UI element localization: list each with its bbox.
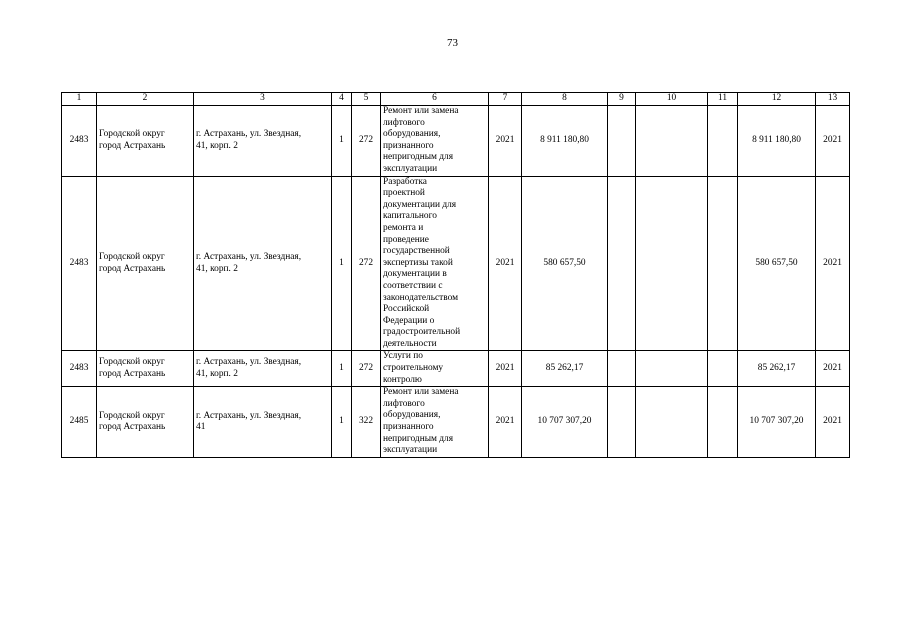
- cell-col10: [636, 351, 708, 387]
- cell-line: контролю: [383, 374, 422, 385]
- cell-col10: [636, 176, 708, 351]
- cell-line: документации для: [383, 199, 457, 210]
- cell-line: проектной: [383, 188, 425, 199]
- column-header: 12: [738, 93, 816, 106]
- cell-line: Разработка: [383, 176, 427, 187]
- cell-col5: 272: [352, 351, 381, 387]
- cell-number: 2485: [62, 387, 97, 458]
- cell-col9: [608, 351, 636, 387]
- cell-line: лифтового: [383, 117, 425, 128]
- cell-col10: [636, 106, 708, 177]
- cell-line: ремонта и: [383, 222, 424, 233]
- cell-line: Городской округ: [99, 129, 165, 140]
- cell-line: капитального: [383, 211, 437, 222]
- cell-year: 2021: [489, 351, 522, 387]
- cell-line: Ремонт или замена: [383, 387, 459, 398]
- cell-line: лифтового: [383, 398, 425, 409]
- cell-col4: 1: [332, 176, 352, 351]
- cell-amount: 85 262,17: [738, 351, 816, 387]
- cell-year: 2021: [489, 106, 522, 177]
- cell-col11: [708, 351, 738, 387]
- cell-line: строительному: [383, 363, 444, 374]
- cell-line: город Астрахань: [99, 422, 166, 433]
- column-header: 1: [62, 93, 97, 106]
- column-header: 9: [608, 93, 636, 106]
- column-header: 11: [708, 93, 738, 106]
- cell-col4: 1: [332, 106, 352, 177]
- cell-line: город Астрахань: [99, 140, 166, 151]
- cell-line: эксплуатации: [383, 445, 438, 456]
- cell-line: г. Астрахань, ул. Звездная,: [196, 357, 302, 368]
- cell-municipality: [97, 351, 194, 387]
- cell-line: признанного: [383, 140, 434, 151]
- table-row: [62, 387, 850, 458]
- column-header: 7: [489, 93, 522, 106]
- cell-line: 41, корп. 2: [196, 263, 238, 274]
- column-header: 5: [352, 93, 381, 106]
- cell-amount: 580 657,50: [738, 176, 816, 351]
- cell-line: г. Астрахань, ул. Звездная,: [196, 129, 302, 140]
- cell-number: 2483: [62, 106, 97, 177]
- cell-line: Федерации о: [383, 315, 435, 326]
- column-header: 2: [97, 93, 194, 106]
- cell-line: Российской: [383, 304, 430, 315]
- cell-col10: [636, 387, 708, 458]
- cell-line: непригодным для: [383, 433, 454, 444]
- cell-number: 2483: [62, 351, 97, 387]
- cell-municipality: [97, 106, 194, 177]
- cell-col9: [608, 176, 636, 351]
- cell-col5: 272: [352, 106, 381, 177]
- cell-line: оборудования,: [383, 410, 441, 421]
- cell-line: законодательством: [383, 292, 459, 303]
- cell-year: 2021: [489, 387, 522, 458]
- header-row: [62, 93, 850, 106]
- cell-year-end: 2021: [816, 351, 850, 387]
- cell-line: экспертизы такой: [383, 257, 453, 268]
- column-header: 4: [332, 93, 352, 106]
- cell-amount: 8 911 180,80: [738, 106, 816, 177]
- cell-line: деятельности: [383, 338, 437, 349]
- cell-line: Городской округ: [99, 410, 165, 421]
- cell-col4: 1: [332, 387, 352, 458]
- table-row: [62, 351, 850, 387]
- cell-line: г. Астрахань, ул. Звездная,: [196, 252, 302, 263]
- cell-address: [194, 387, 332, 458]
- cell-total-amount: 85 262,17: [522, 351, 608, 387]
- cell-line: Городской округ: [99, 252, 165, 263]
- cell-total-amount: 8 911 180,80: [522, 106, 608, 177]
- cell-line: 41, корп. 2: [196, 140, 238, 151]
- cell-municipality: [97, 387, 194, 458]
- cell-line: документации в: [383, 269, 447, 280]
- column-header: 8: [522, 93, 608, 106]
- cell-line: г. Астрахань, ул. Звездная,: [196, 410, 302, 421]
- cell-line: эксплуатации: [383, 163, 438, 174]
- cell-address: [194, 176, 332, 351]
- cell-line: соответствии с: [383, 280, 443, 291]
- cell-line: проведение: [383, 234, 429, 245]
- column-header: 10: [636, 93, 708, 106]
- cell-total-amount: 10 707 307,20: [522, 387, 608, 458]
- column-header: 6: [381, 93, 489, 106]
- cell-work-type: [381, 351, 489, 387]
- cell-year-end: 2021: [816, 176, 850, 351]
- cell-amount: 10 707 307,20: [738, 387, 816, 458]
- cell-work-type: [381, 106, 489, 177]
- cell-municipality: [97, 176, 194, 351]
- page-number: 73: [447, 37, 458, 49]
- cell-col5: 322: [352, 387, 381, 458]
- cell-year-end: 2021: [816, 387, 850, 458]
- cell-line: город Астрахань: [99, 263, 166, 274]
- cell-line: 41, корп. 2: [196, 368, 238, 379]
- cell-line: государственной: [383, 246, 450, 257]
- table-row: [62, 106, 850, 177]
- cell-line: градостроительной: [383, 327, 461, 338]
- cell-work-type: [381, 176, 489, 351]
- cell-address: [194, 106, 332, 177]
- cell-col5: 272: [352, 176, 381, 351]
- cell-col9: [608, 387, 636, 458]
- cell-number: 2483: [62, 176, 97, 351]
- cell-address: [194, 351, 332, 387]
- cell-line: Услуги по: [383, 351, 423, 362]
- cell-col11: [708, 106, 738, 177]
- cell-line: Ремонт или замена: [383, 106, 459, 116]
- cell-year: 2021: [489, 176, 522, 351]
- cell-col4: 1: [332, 351, 352, 387]
- cell-total-amount: 580 657,50: [522, 176, 608, 351]
- cell-line: признанного: [383, 422, 434, 433]
- cell-line: Городской округ: [99, 357, 165, 368]
- cell-line: 41: [196, 422, 206, 433]
- cell-line: оборудования,: [383, 129, 441, 140]
- cell-line: город Астрахань: [99, 368, 166, 379]
- cell-year-end: 2021: [816, 106, 850, 177]
- cell-col9: [608, 106, 636, 177]
- column-header: 13: [816, 93, 850, 106]
- data-table: [61, 92, 850, 458]
- cell-work-type: [381, 387, 489, 458]
- table-row: [62, 176, 850, 351]
- column-header: 3: [194, 93, 332, 106]
- cell-col11: [708, 176, 738, 351]
- cell-line: непригодным для: [383, 152, 454, 163]
- cell-col11: [708, 387, 738, 458]
